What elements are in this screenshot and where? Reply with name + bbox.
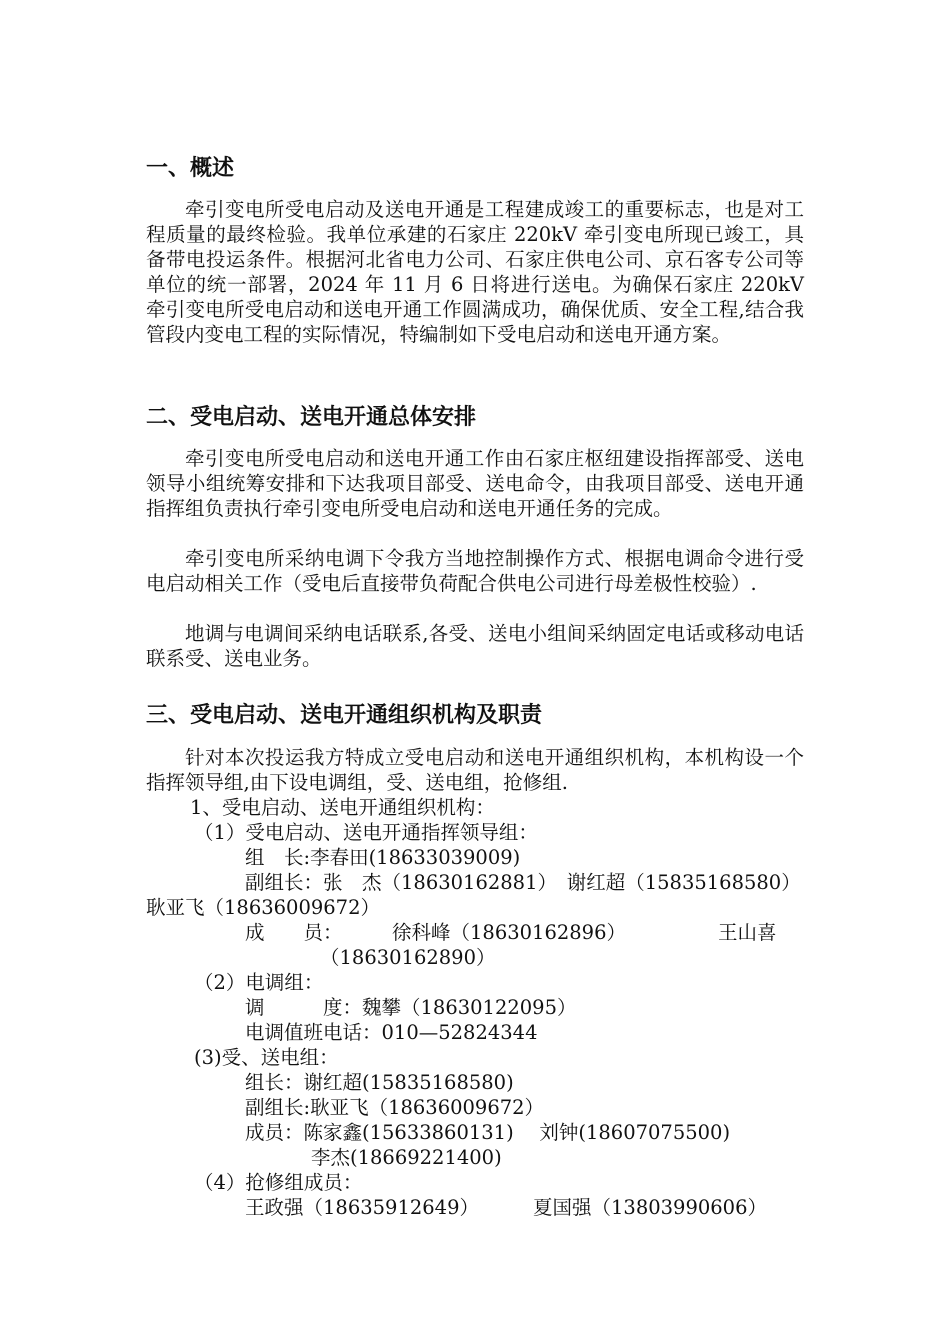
leading-group-member-1: 徐科峰（18630162896） xyxy=(392,921,626,944)
power-group-members: 成员：陈家鑫(15633860131) 刘钟(18607075500) xyxy=(245,1121,731,1144)
org-intro: 1、受电启动、送电开通组织机构： xyxy=(190,796,495,819)
repair-group-heading: （4）抢修组成员： xyxy=(194,1171,363,1194)
power-group-deputy: 副组长:耿亚飞（18636009672） xyxy=(245,1096,545,1119)
power-group-heading: (3)受、送电组： xyxy=(194,1046,339,1069)
section-1-title: 一、概述 xyxy=(146,156,235,181)
section-2-paragraph-2: 牵引变电所采纳电调下令我方当地控制操作方式、根据电调命令进行受电启动相关工作（受电后直接带负荷配合供电公司进行母差极性校验）. xyxy=(146,547,804,595)
power-group-leader: 组长：谢红超(15835168580) xyxy=(245,1071,514,1094)
section-1-paragraph: 牵引变电所受电启动及送电开通是工程建成竣工的重要标志，也是对工程质量的最终检验。我单位承建的石家庄 220kV 牵引变电所现已竣工，具备带电投运条件。根据河北省电力公司、石家庄供电公司、京石客专公司等单位的统一部署，2024 年 11 月 6 日将进行送电。为确保石家庄 220kV 牵引变电所受电启动和送电开通工作圆满成功，确保优质、安全工程,结合我管段内变电工程的实际情况，特编制如下受电启动和送电开通方案。 xyxy=(146,198,804,346)
dispatch-group-heading: （2）电调组： xyxy=(194,971,324,994)
dispatch-group-duty-phone: 电调值班电话：010—52824344 xyxy=(245,1021,538,1044)
section-3-paragraph: 针对本次投运我方特成立受电启动和送电开通组织机构，本机构设一个指挥领导组,由下设电调组，受、送电组，抢修组. xyxy=(146,746,804,794)
power-group-members-cont: 李杰(18669221400) xyxy=(311,1146,502,1169)
section-2-title: 二、受电启动、送电开通总体安排 xyxy=(146,405,477,430)
section-3-title: 三、受电启动、送电开通组织机构及职责 xyxy=(146,703,543,728)
dispatch-group-dispatcher: 调 度：魏攀（18630122095） xyxy=(245,996,577,1019)
section-2-paragraph-1: 牵引变电所受电启动和送电开通工作由石家庄枢纽建设指挥部受、送电领导小组统筹安排和下达我项目部受、送电命令，由我项目部受、送电开通指挥组负责执行牵引变电所受电启动和送电开通任务的完成。 xyxy=(146,447,804,520)
leading-group-heading: （1）受电启动、送电开通指挥领导组： xyxy=(194,821,538,844)
repair-group-member-2: 夏国强（13803990606） xyxy=(533,1196,767,1219)
leading-group-members-cont: （18630162890） xyxy=(320,946,496,969)
leading-group-members-label: 成 员： xyxy=(245,921,343,944)
leading-group-deputy: 副组长：张 杰（18630162881） 谢红超（15835168580） xyxy=(245,871,801,894)
repair-group-member-1: 王政强（18635912649） xyxy=(245,1196,479,1219)
leading-group-leader: 组 长:李春田(18633039009) xyxy=(245,846,521,869)
leading-group-member-2: 王山喜 xyxy=(718,921,777,944)
leading-group-deputy-cont: 耿亚飞（18636009672） xyxy=(146,896,380,919)
section-2-paragraph-3: 地调与电调间采纳电话联系,各受、送电小组间采纳固定电话或移动电话联系受、送电业务。 xyxy=(146,622,804,670)
